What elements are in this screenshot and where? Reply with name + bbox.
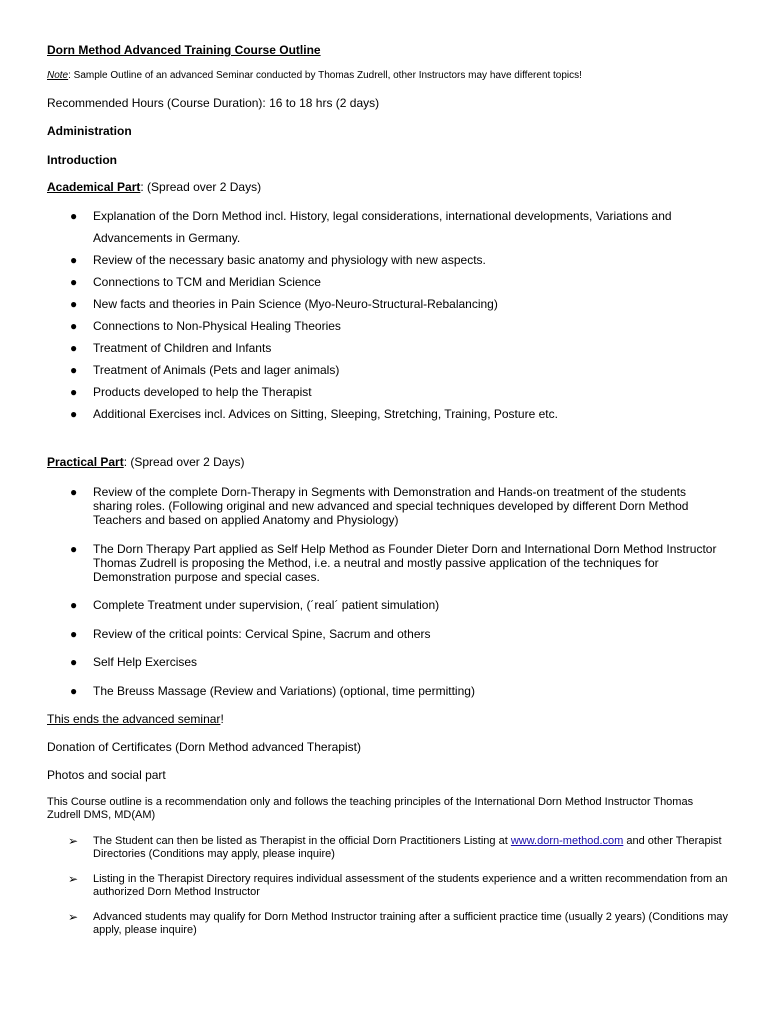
arrow-icon: ➢ xyxy=(68,834,79,848)
arrow-icon: ➢ xyxy=(68,872,79,886)
list-item: ➢ The Student can then be listed as Therapist in the official Dorn Practitioners Listing at www.dorn-method.com and other Therapist Directories (Conditions may apply, please inquire) xyxy=(68,834,722,860)
note-text: : Sample Outline of an advanced Seminar conducted by Thomas Zudrell, other Instructors may have different topics! xyxy=(68,70,582,81)
practical-list xyxy=(0,485,768,712)
list-item: ● Connections to Non-Physical Healing Theories xyxy=(0,315,723,337)
bullet-icon: ● xyxy=(70,209,78,223)
bullet-icon: ● xyxy=(70,626,78,641)
list-item: ● New facts and theories in Pain Science (Myo-Neuro-Structural-Rebalancing) xyxy=(0,293,723,315)
introduction-heading: Introduction xyxy=(47,153,117,167)
recommendation-paragraph: This Course outline is a recommendation only and follows the teaching principles of the International Dorn Method Instructor Thomas Zudrell DMS, MD(AM) xyxy=(47,796,694,821)
academical-label: Academical Part xyxy=(47,180,141,194)
list-item: ● Connections to TCM and Meridian Science xyxy=(0,271,723,293)
arrow-list xyxy=(0,835,768,949)
bullet-icon: ● xyxy=(70,655,78,669)
note-line xyxy=(47,70,582,81)
dorn-method-link[interactable]: www.dorn-method.com xyxy=(510,835,624,847)
list-item: ● Additional Exercises incl. Advices on Sitting, Sleeping, Stretching, Training, Posture etc. xyxy=(0,403,723,425)
practical-suffix: : (Spread over 2 Days) xyxy=(123,455,245,469)
arrow-icon: ➢ xyxy=(68,910,79,924)
list-item: ● The Breuss Massage (Review and Variations) (optional, time permitting) xyxy=(70,683,475,698)
list-item: ● Complete Treatment under supervision, (´real´ patient simulation) xyxy=(70,598,440,612)
bullet-icon: ● xyxy=(70,485,78,499)
donation-line: Donation of Certificates (Dorn Method advanced Therapist) xyxy=(47,740,361,754)
bullet-icon: ● xyxy=(70,341,78,355)
academical-heading xyxy=(47,180,261,194)
academical-list xyxy=(0,205,768,425)
list-item: ● Treatment of Animals (Pets and lager animals) xyxy=(0,359,723,381)
ends-line: This ends the advanced seminar! xyxy=(47,712,224,726)
list-item: ● Review of the complete Dorn-Therapy in Segments with Demonstration and Hands-on treatment of the students sharing roles. (Following original and new advanced and special techniques developed by different Dorn Method Teachers and based on applied Anatomy and Physiology) xyxy=(70,485,689,527)
bullet-icon: ● xyxy=(70,363,78,377)
bullet-icon: ● xyxy=(70,541,78,556)
list-item: ● Treatment of Children and Infants xyxy=(0,337,723,359)
note-label: Note xyxy=(47,70,69,81)
list-item: ➢ Listing in the Therapist Directory requires individual assessment of the students experience and a written recommendation from an authorized Dorn Method Instructor xyxy=(68,872,728,898)
list-item: ● Self Help Exercises xyxy=(70,655,198,669)
list-item: ● Products developed to help the Therapist xyxy=(0,381,723,403)
list-item: ● Explanation of the Dorn Method incl. History, legal considerations, international developments, Variations and Advancements in Germany. xyxy=(0,205,723,249)
ends-text: This ends the advanced seminar xyxy=(47,712,221,726)
practical-heading xyxy=(47,455,244,469)
list-item: ● The Dorn Therapy Part applied as Self Help Method as Founder Dieter Dorn and International Dorn Method Instructor Thomas Zudrell is proposing the Method, i.e. a neutral and mostly passive application of the techniques for Demonstration purpose and special cases. xyxy=(70,541,717,584)
photos-line: Photos and social part xyxy=(47,768,166,782)
bullet-icon: ● xyxy=(70,683,78,698)
bullet-icon: ● xyxy=(70,598,78,612)
bullet-icon: ● xyxy=(70,253,78,267)
list-item: ● Review of the necessary basic anatomy and physiology with new aspects. xyxy=(0,249,723,271)
list-item: ➢ Advanced students may qualify for Dorn Method Instructor training after a sufficient practice time (usually 2 years) (Conditions may apply, please inquire) xyxy=(68,910,729,936)
practical-label: Practical Part xyxy=(47,455,124,469)
bullet-icon: ● xyxy=(70,319,78,333)
bullet-icon: ● xyxy=(70,407,78,421)
academical-suffix: : (Spread over 2 Days) xyxy=(140,180,262,194)
document-title: Dorn Method Advanced Training Course Outline xyxy=(47,43,321,57)
bullet-icon: ● xyxy=(70,275,78,289)
recommended-hours: Recommended Hours (Course Duration): 16 to 18 hrs (2 days) xyxy=(47,96,380,110)
list-item: ● Review of the critical points: Cervical Spine, Sacrum and others xyxy=(70,626,431,641)
administration-heading: Administration xyxy=(47,124,132,138)
bullet-icon: ● xyxy=(70,385,78,399)
bullet-icon: ● xyxy=(70,297,78,311)
